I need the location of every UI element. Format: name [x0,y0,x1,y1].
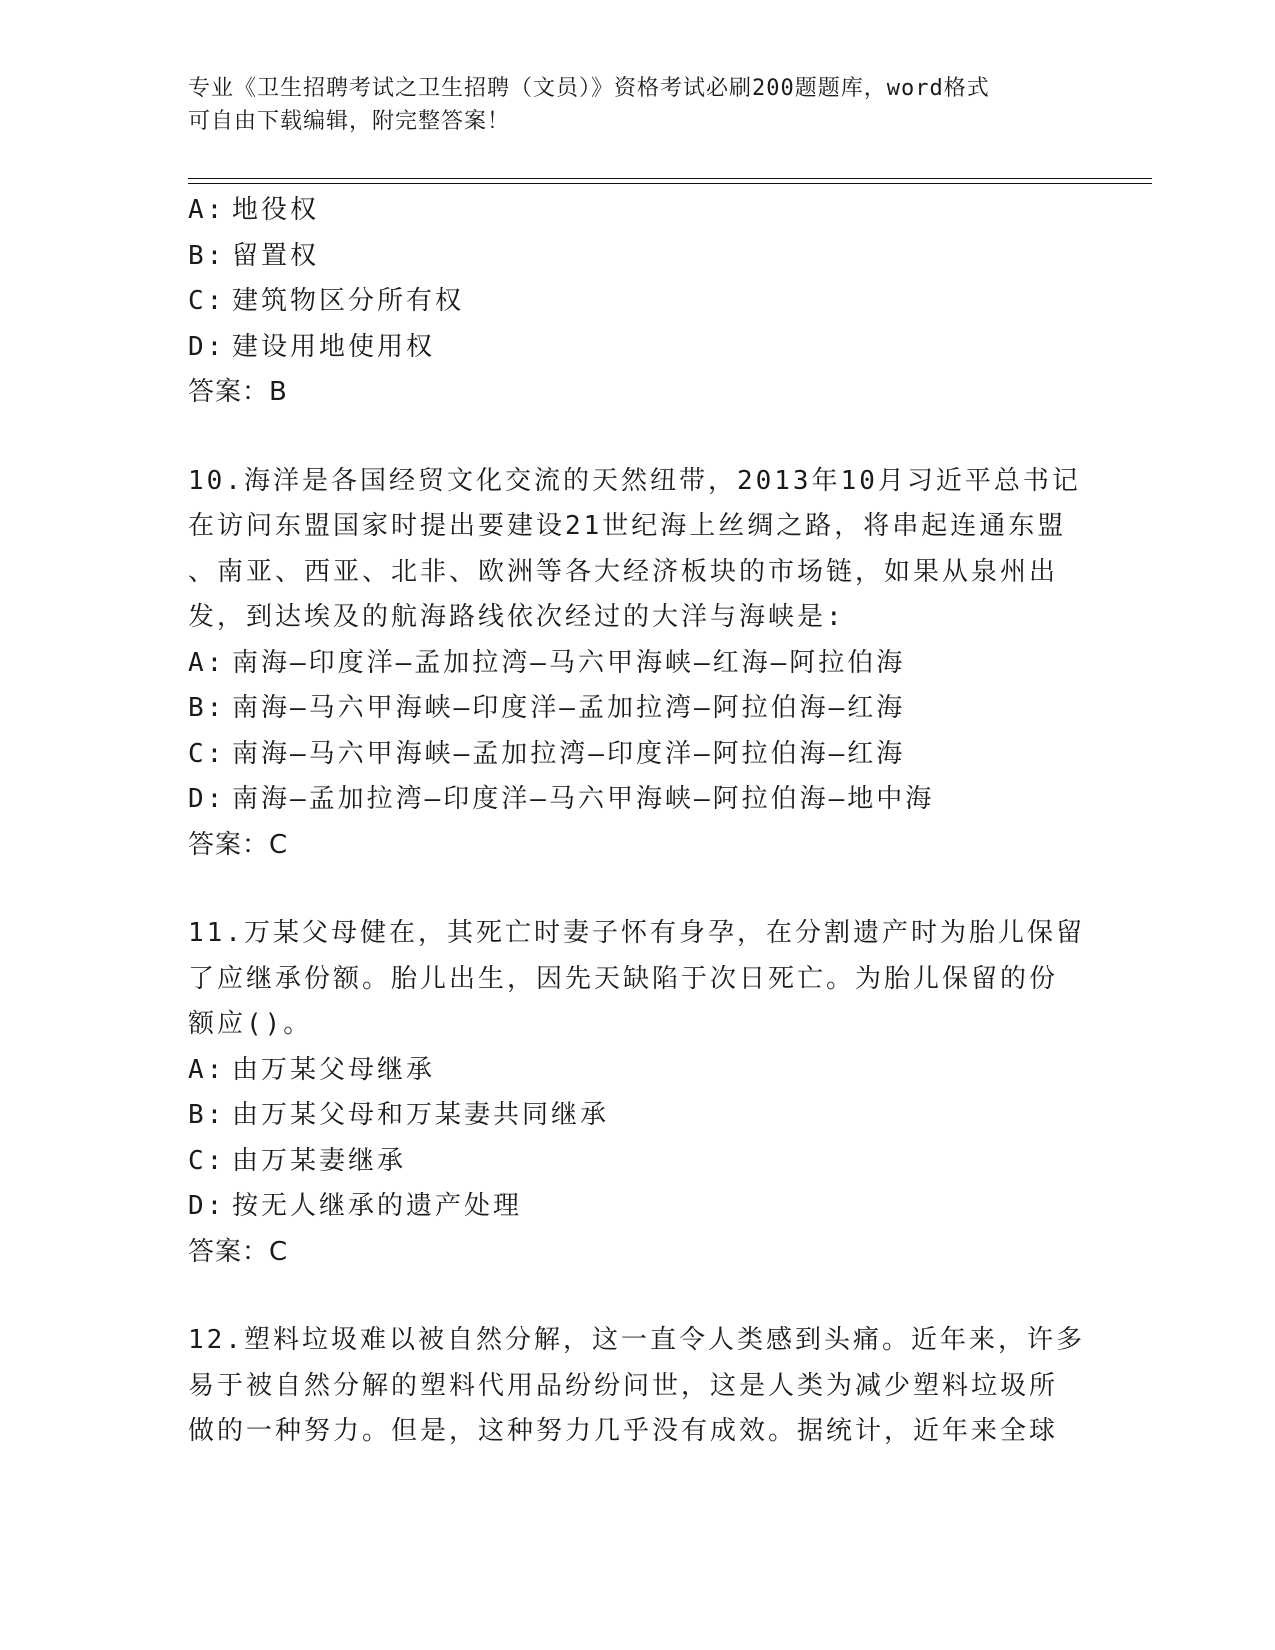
answer: 答案：C [188,1236,289,1267]
header-rule-top [188,178,1152,179]
question-text-line: 了应继承份额。胎儿出生，因先天缺陷于次日死亡。为胎儿保留的份 [188,963,1059,994]
option-d: D: 建设用地使用权 [188,331,436,362]
header-rule-bottom [188,183,1152,184]
question-9 [188,188,1088,416]
question-text-line: 12.塑料垃圾难以被自然分解，这一直令人类感到头痛。近年来，许多 [188,1325,1085,1355]
option-a: A: 南海—印度洋—孟加拉湾—马六甲海峡—红海—阿拉伯海 [188,647,906,678]
answer: 答案：B [188,377,288,407]
document-body [188,188,1088,1455]
answer: 答案：C [188,829,289,860]
question-text-line: 额应()。 [188,1009,313,1039]
question-text-line: 易于被自然分解的塑料代用品纷纷问世，这是人类为减少塑料垃圾所 [188,1370,1059,1401]
option-b: B: 南海—马六甲海峡—印度洋—孟加拉湾—阿拉伯海—红海 [188,693,906,723]
option-a: A: 由万某父母继承 [188,1054,436,1085]
header-line-1: 专业《卫生招聘考试之卫生招聘（文员）》资格考试必刷200题题库，word格式 [188,76,990,101]
option-d: D: 按无人继承的遗产处理 [188,1191,523,1221]
question-text-line: 在访问东盟国家时提出要建设21世纪海上丝绸之路，将串起连通东盟 [188,511,1067,541]
option-a: A: 地役权 [188,195,320,225]
option-d: D: 南海—孟加拉湾—印度洋—马六甲海峡—阿拉伯海—地中海 [188,784,935,814]
document-header [188,72,1088,138]
option-b: B: 留置权 [188,240,320,271]
question-10 [188,459,1088,869]
option-c: C: 由万某妻继承 [188,1145,407,1176]
question-text-line: 11.万某父母健在，其死亡时妻子怀有身孕，在分割遗产时为胎儿保留 [188,918,1085,948]
question-text-line: 做的一种努力。但是，这种努力几乎没有成效。据统计，近年来全球 [188,1416,1059,1446]
header-line-2: 可自由下载编辑，附完整答案！ [188,109,511,134]
question-text-line: 10.海洋是各国经贸文化交流的天然纽带，2013年10月习近平总书记 [188,465,1081,496]
option-b: B: 由万某父母和万某妻共同继承 [188,1100,610,1130]
question-text-line: 发，到达埃及的航海路线依次经过的大洋与海峡是: [188,602,845,632]
question-12 [188,1318,1088,1455]
question-11 [188,911,1088,1275]
option-c: C: 南海—马六甲海峡—孟加拉湾—印度洋—阿拉伯海—红海 [188,738,906,769]
question-text-line: 、南亚、西亚、北非、欧洲等各大经济板块的市场链，如果从泉州出 [188,556,1059,587]
option-c: C: 建筑物区分所有权 [188,286,465,316]
